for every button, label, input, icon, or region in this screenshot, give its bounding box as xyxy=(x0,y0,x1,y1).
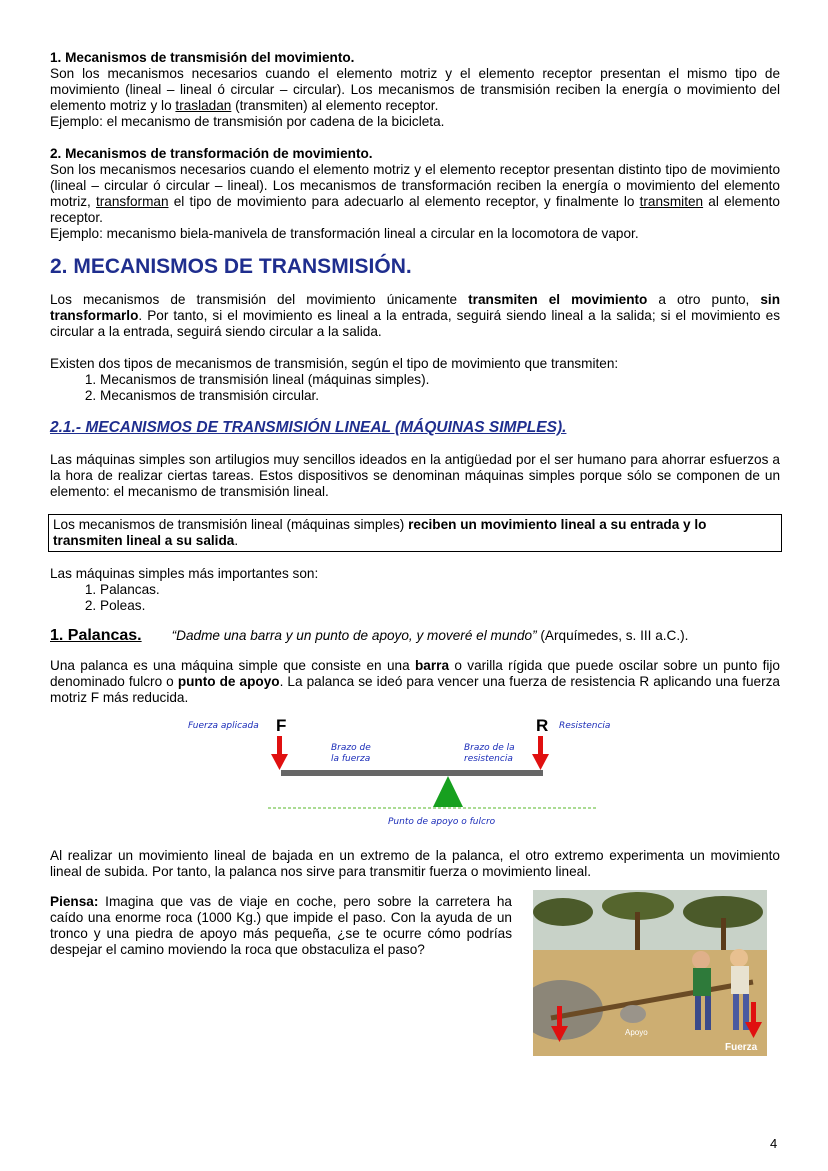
force-arrow xyxy=(271,736,288,770)
f-label: F xyxy=(276,716,287,735)
intro-paragraph: Los mecanismos de transmisión del movimiento únicamente transmiten el movimiento a otro punto, sin transformarlo. Por tanto, si el movimiento es lineal a la entrada, seguirá siendo lineal a la salida; si el movimiento es circular a la entrada, seguirá siendo circular a la salida. xyxy=(50,292,781,339)
photo-fuerza-label: Fuerza xyxy=(725,1042,758,1053)
palancas-movement: Al realizar un movimiento lineal de bajada en un extremo de la palanca, el otro extremo experimenta un movimiento lineal de subida. Por tanto, la palanca nos sirve para transmitir fuerza o movimiento lineal. xyxy=(50,848,780,879)
list-item: 2. Poleas. xyxy=(100,598,780,614)
fuerza-aplicada-label: Fuerza aplicada xyxy=(188,721,259,731)
fulcro-label: Punto de apoyo o fulcro xyxy=(388,817,496,827)
section2-title: 2. Mecanismos de transformación de movimiento. xyxy=(50,146,373,161)
resistencia-label: Resistencia xyxy=(559,721,611,731)
resistance-arrow xyxy=(532,736,549,770)
small-rock xyxy=(620,1005,646,1023)
simples-list xyxy=(50,582,780,614)
list-item: 1. Mecanismos de transmisión lineal (máquinas simples). xyxy=(100,372,780,388)
photo-apoyo-label: Apoyo xyxy=(625,1028,648,1037)
palancas-definition: Una palanca es una máquina simple que consiste en una barra o varilla rígida que puede oscilar sobre un punto fijo denominado fulcro o punto de apoyo. La palanca se ideó para vencer una fuerza de resistencia R aplicando una fuerza motriz F más reducida. xyxy=(50,658,780,705)
simples-list-intro: Las máquinas simples más importantes son: xyxy=(50,566,319,581)
section1-text: Son los mecanismos necesarios cuando el elemento motriz y el elemento receptor presentan el mismo tipo de movimiento (lineal – lineal ó circular – circular). Los mecanismos de transmisión reciben la energía o movimiento del elemento motriz y lo trasladan (transmiten) al elemento receptor. xyxy=(50,66,780,113)
section2-example: Ejemplo: mecanismo biela-manivela de transformación lineal a circular en la locomotora de vapor. xyxy=(50,226,639,241)
piensa-text: Piensa: Imagina que vas de viaje en coche, pero sobre la carretera ha caído una enorme roca (1000 Kg.) que impide el paso. Con la ayuda de un tronco y una piedra de apoyo más pequeña, ¿se te ocurre cómo podrías despejar el camino moviendo la roca que obstaculiza el paso? xyxy=(50,894,512,957)
lever-diagram xyxy=(50,712,780,842)
page-number: 4 xyxy=(770,1136,778,1151)
brazo-resistencia-label-2: resistencia xyxy=(464,754,513,764)
main-heading: 2. MECANISMOS DE TRANSMISIÓN. xyxy=(50,255,412,278)
page-content xyxy=(50,50,781,1053)
list-item: 2. Mecanismos de transmisión circular. xyxy=(100,388,780,404)
simples-paragraph: Las máquinas simples son artilugios muy sencillos ideados en la antigüedad por el ser humano para ahorrar esfuerzos a la hora de realizar ciertas tareas. Estos dispositivos se denominan máquinas simples porque sólo se componen de un elemento: el mecanismo de transmisión lineal. xyxy=(50,452,780,499)
piensa-block xyxy=(50,894,780,1053)
brazo-fuerza-label-2: la fuerza xyxy=(331,754,371,764)
sub-heading: 2.1.- MECANISMOS DE TRANSMISIÓN LINEAL (MÁQUINAS SIMPLES). xyxy=(50,419,567,436)
types-list xyxy=(50,372,780,404)
intro-types: Existen dos tipos de mecanismos de transmisión, según el tipo de movimiento que transmiten: xyxy=(50,356,619,371)
section1-title: 1. Mecanismos de transmisión del movimiento. xyxy=(50,50,355,65)
definition-box: Los mecanismos de transmisión lineal (máquinas simples) reciben un movimiento lineal a su entrada y lo transmiten lineal a su salida. xyxy=(48,514,782,552)
section1-example: Ejemplo: el mecanismo de transmisión por cadena de la bicicleta. xyxy=(50,114,445,129)
fulcrum-triangle xyxy=(433,776,463,807)
brazo-resistencia-label: Brazo de la xyxy=(464,743,515,753)
section2-text: Son los mecanismos necesarios cuando el elemento motriz y el elemento receptor presentan distinto tipo de movimiento (lineal – circular ó circular – lineal). Los mecanismos de transformación reciben la energía o movimiento del elemento motriz, transforman el tipo de movimiento para adecuarlo al elemento receptor, y finalmente lo transmiten al elemento receptor. xyxy=(50,162,780,225)
palancas-header xyxy=(50,628,780,644)
r-label: R xyxy=(536,716,549,735)
list-item: 1. Palancas. xyxy=(100,582,780,598)
lever-photo xyxy=(533,890,767,1056)
palancas-quote: “Dadme una barra y un punto de apoyo, y moveré el mundo” (Arquímedes, s. III a.C.). xyxy=(171,628,689,643)
brazo-fuerza-label: Brazo de xyxy=(331,743,371,753)
lever-bar xyxy=(281,770,543,776)
palancas-title: 1. Palancas. xyxy=(50,627,142,644)
